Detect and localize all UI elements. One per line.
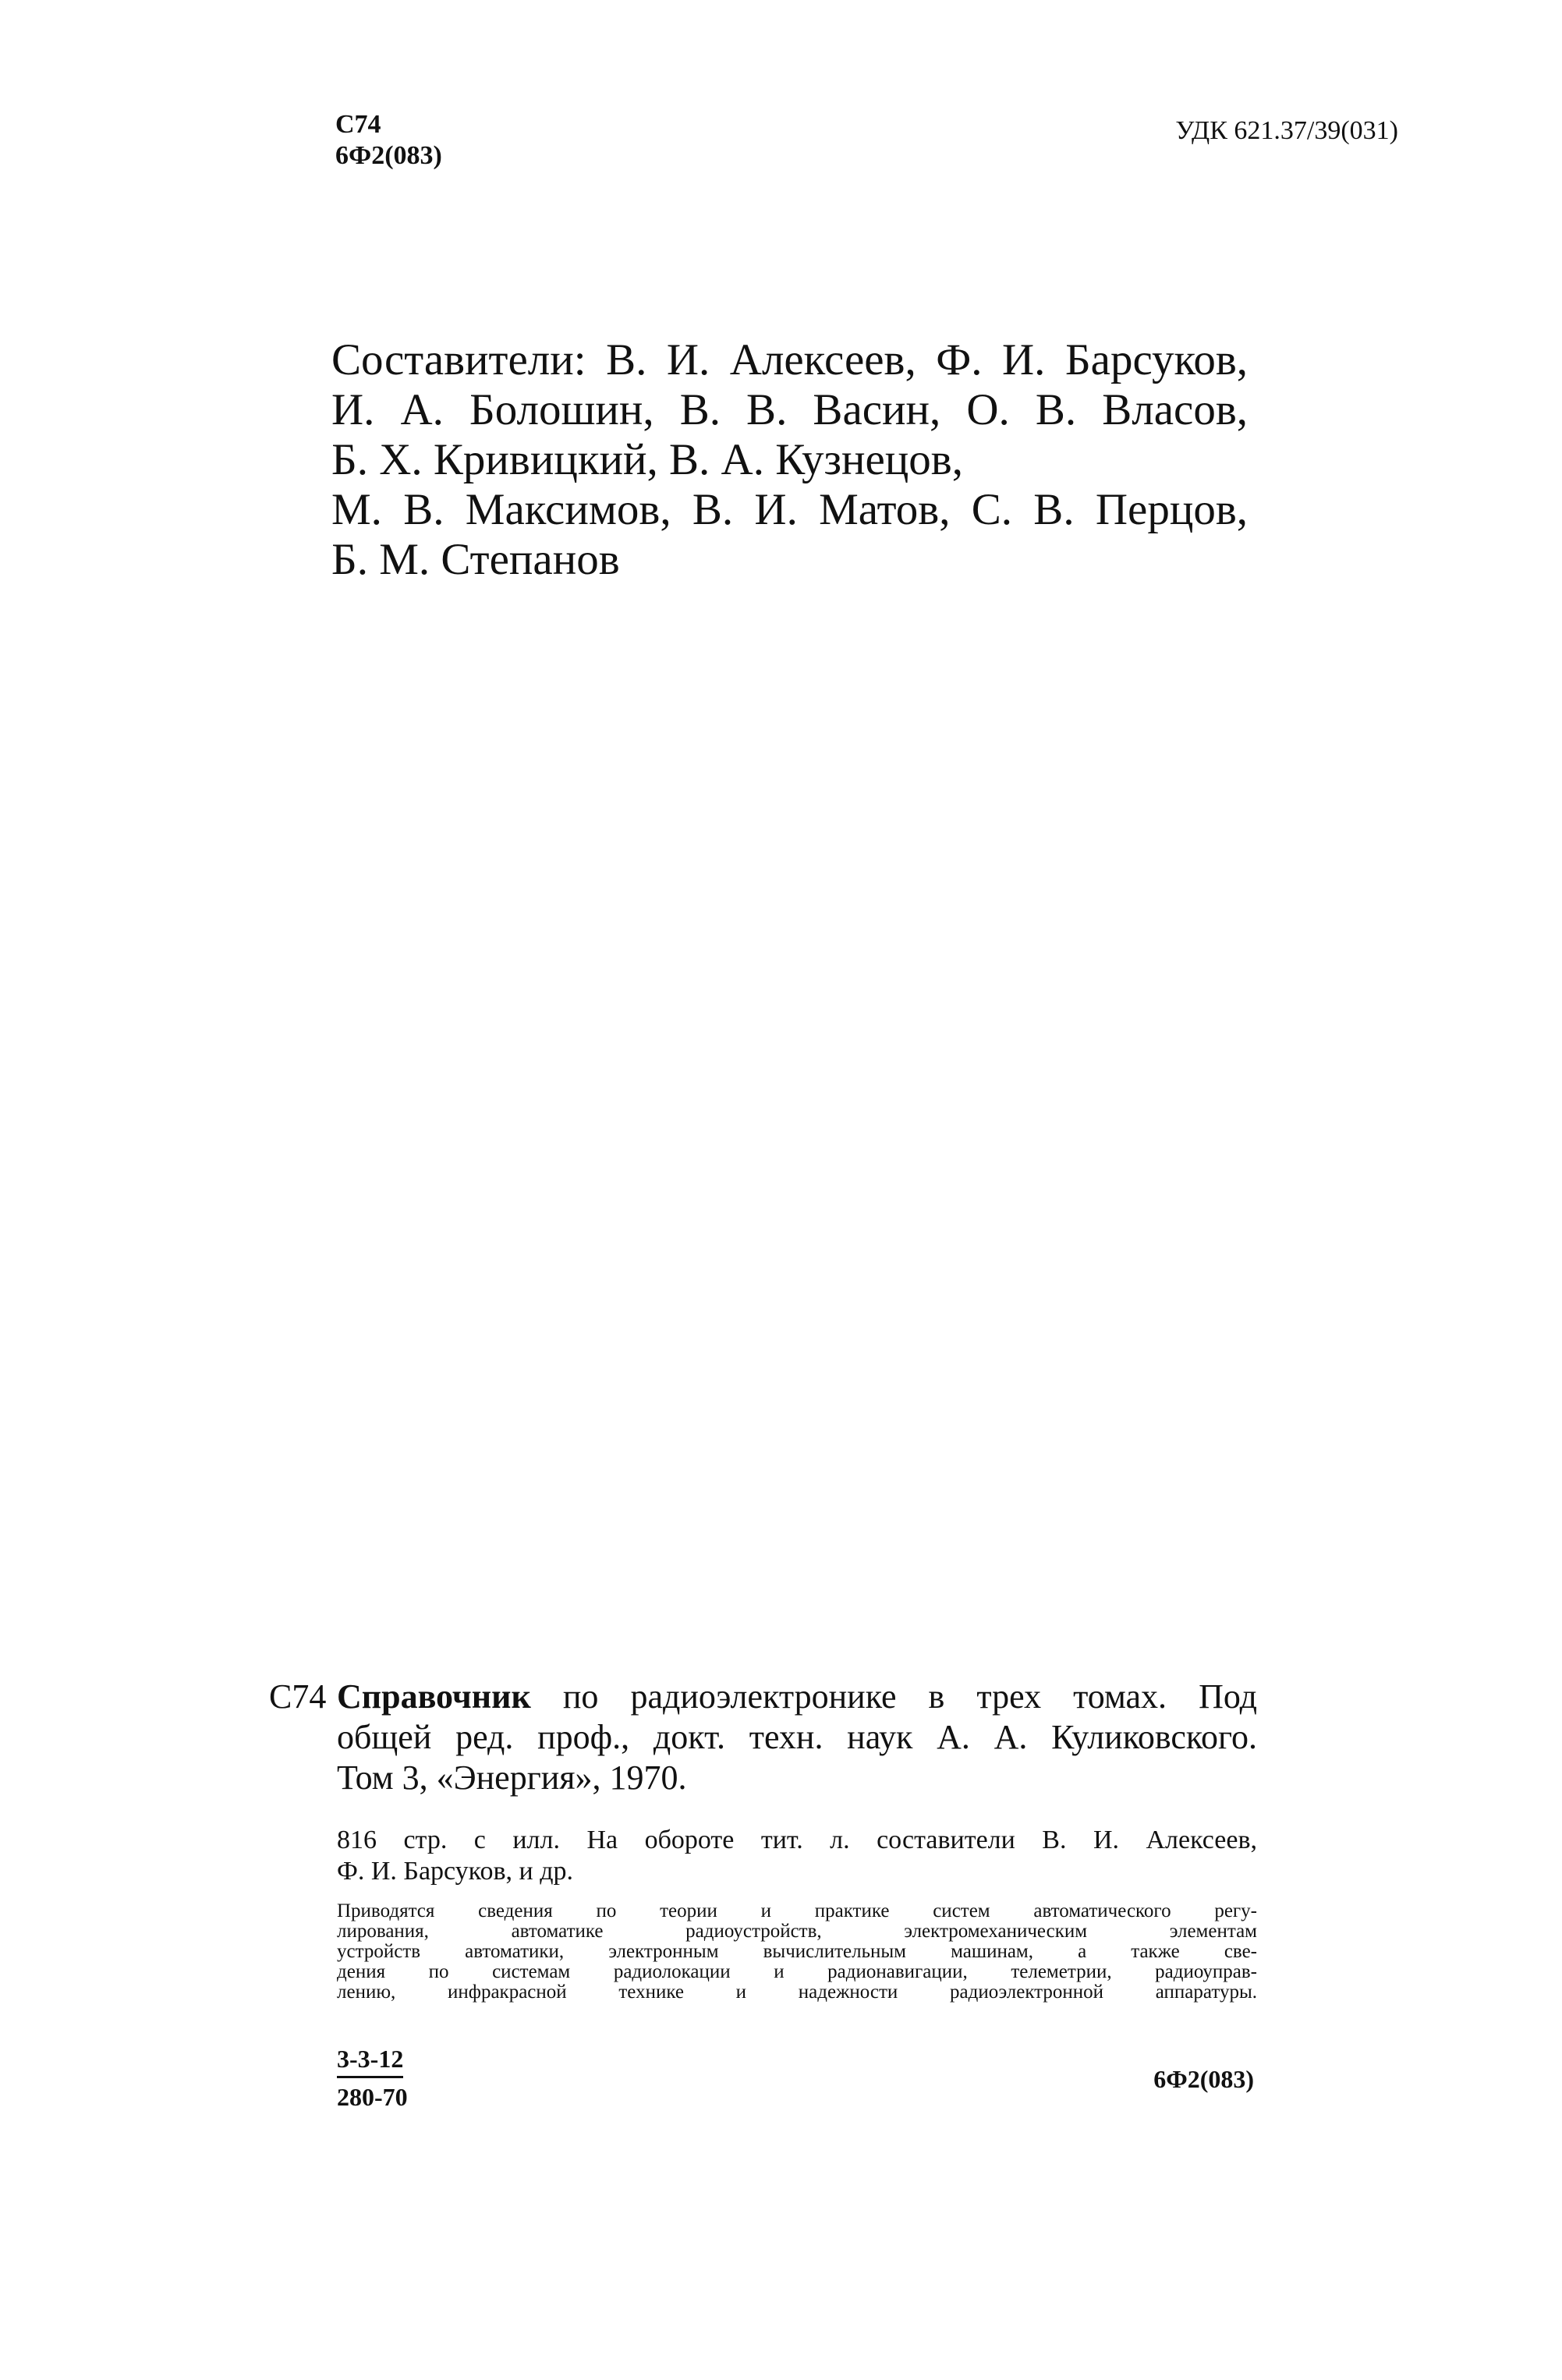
bbk-code: 6Ф2(083) <box>335 141 442 170</box>
library-code: С74 <box>335 110 381 139</box>
pages-line: 816 стр. с илл. На обороте тит. л. составители В. И. Алексеев, <box>337 1826 1257 1854</box>
entry-pages <box>337 1825 1257 1887</box>
compilers-line: Б. М. Степанов <box>331 535 620 584</box>
compilers-line: М. В. Максимов, В. И. Матов, С. В. Перцов, <box>331 485 1248 534</box>
index-denominator: 280-70 <box>337 2083 408 2111</box>
index-numerator: 3-3-12 <box>337 2045 403 2078</box>
abstract-line: устройств автоматики, электронным вычислительным машинам, а также све- <box>337 1941 1257 1962</box>
publication-index <box>337 2045 408 2111</box>
entry-title: Справочник <box>337 1677 531 1716</box>
abstract-line: Приводятся сведения по теории и практике систем автоматического регу- <box>337 1900 1257 1921</box>
abstract-line: лирования, автоматике радиоустройств, электромеханическим элементам <box>337 1921 1257 1942</box>
abstract-line: дения по системам радиолокации и радионавигации, телеметрии, радиоуправ- <box>337 1961 1257 1982</box>
entry-title-line <box>337 1677 1257 1717</box>
abstract-line: лению, инфракрасной технике и надежности радиоэлектронной аппаратуры. <box>337 1982 1257 2003</box>
bbk-code-bottom: 6Ф2(083) <box>1153 2065 1254 2093</box>
entry-code: С74 <box>269 1677 327 1716</box>
entry-abstract <box>337 1901 1257 2003</box>
entry-editor-line: общей ред. проф., докт. техн. наук А. А. Куликовского. <box>337 1718 1257 1756</box>
entry-title-rest: по радиоэлектронике в трех томах. Под <box>530 1677 1257 1716</box>
pages-line: Ф. И. Барсуков, и др. <box>337 1857 574 1886</box>
compilers-line: Б. Х. Кривицкий, В. А. Кузнецов, <box>331 435 963 484</box>
udc-code: УДК 621.37/39(031) <box>1175 116 1398 145</box>
compilers-line: Составители: В. И. Алексеев, Ф. И. Барсуков, <box>331 335 1248 384</box>
entry-description <box>337 1677 1257 1798</box>
compilers-block <box>331 335 1248 585</box>
classification-codes <box>335 109 442 172</box>
entry-volume-line: Том 3, «Энергия», 1970. <box>337 1758 687 1797</box>
compilers-line: И. А. Болошин, В. В. Васин, О. В. Власов, <box>331 385 1248 434</box>
